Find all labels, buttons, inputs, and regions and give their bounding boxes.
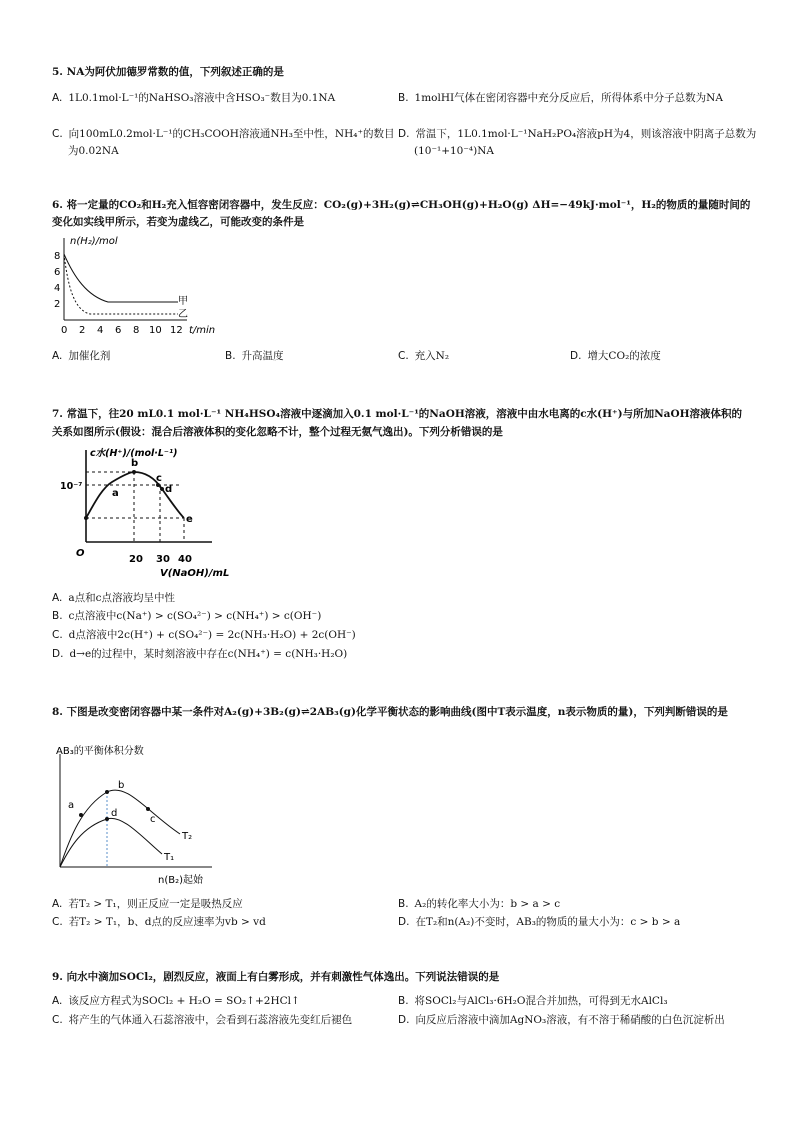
q7-label-c: c [156,473,162,484]
q5-option-c-text: 向100mL0.2mol·L⁻¹的CH₃COOH溶液通NH₃至中性，NH₄⁺的数目为0.02NA [68,128,395,157]
q5-option-a-text: 1L0.1mol·L⁻¹的NaHSO₃溶液中含HSO₃⁻数目为0.1NA [68,92,336,104]
q8-label-t2: T₂ [182,831,193,842]
q6-option-d-label: D. [570,350,582,362]
q6-ytick-2: 2 [54,299,61,310]
q5-option-d[interactable] [398,126,764,160]
q5-option-c[interactable] [52,126,398,160]
q8-option-d-label: D. [398,916,410,928]
q6-option-c-text: 充入N₂ [414,350,450,362]
q9-option-a-text: 该反应方程式为SOCl₂ + H₂O = SO₂↑+2HCl↑ [68,995,300,1007]
q9-stem: 9. 向水中滴加SOCl₂，剧烈反应，液面上有白雾形成，并有刺激性气体逸出。下列说法错误的是 [52,971,500,983]
q7-option-b[interactable] [52,608,552,625]
q5-option-b-label: B. [398,92,409,104]
q8-point-a [79,813,83,817]
q8-option-d-text: 在T₂和n(A₂)不变时，AB₃的物质的量大小为：c > b > a [415,916,681,928]
q6-xtick-12: 12 [170,325,183,336]
q7-option-d-label: D. [52,648,64,660]
q7-point-start [84,516,88,520]
q7-option-d-text: d→e的过程中，某时刻溶液中存在c(NH₄⁺) = c(NH₃·H₂O) [69,648,348,660]
q8-point-d [105,817,109,821]
q7-ytick: 10⁻⁷ [60,481,83,492]
q6-option-c-label: C. [398,350,409,362]
q7-xtick-20: 20 [129,554,143,565]
q6-ylabel: n(H₂)/mol [70,236,118,247]
q6-xtick-4: 4 [97,325,104,336]
q7-option-b-label: B. [52,610,63,622]
q6-ytick-4: 4 [54,283,61,294]
q7-option-c[interactable] [52,627,552,644]
q9-option-b-label: B. [398,995,409,1007]
q9-option-d[interactable] [398,1012,764,1029]
q9-option-a[interactable] [52,993,382,1010]
q8-option-a-label: A. [52,898,63,910]
q8-option-b[interactable] [398,896,748,913]
q7-option-c-text: d点溶液中2c(H⁺) + c(SO₄²⁻) = 2c(NH₃·H₂O) + 2c(OH⁻) [68,629,356,641]
q8-point-c [146,807,150,811]
q8-point-b [105,790,109,794]
q6-axes [64,238,187,320]
q8-ylabel: AB₃的平衡体积分数 [56,746,144,757]
q8-option-d[interactable] [398,914,748,931]
q5-option-b[interactable] [398,90,764,107]
q8-label-d: d [111,808,118,819]
q7-point-d [160,487,164,491]
q6-series-jia-label: 甲 [178,296,188,307]
q7-label-e: e [186,514,193,525]
q8-label-c: c [150,814,156,825]
q6-option-b-text: 升高温度 [241,350,284,362]
q6-series-jia-line [64,254,178,302]
q8-option-b-text: A₂的转化率大小为：b > a > c [414,898,561,910]
q8-label-t1: T₁ [164,852,175,863]
q5-option-d-text: 常温下，1L0.1mol·L⁻¹NaH₂PO₄溶液pH为4，则该溶液中阴离子总数为(10⁻¹+10⁻⁴)NA [414,128,757,157]
q8-curve-t1 [60,818,162,867]
q6-series-yi-line [64,254,178,314]
q8-chart [52,742,232,892]
q5-option-a[interactable] [52,90,382,107]
q7-stem: 7. 常温下，往20 mL0.1 mol·L⁻¹ NH₄HSO₄溶液中逐滴加入0.1 mol·L⁻¹的NaOH溶液，溶液中由水电离的c水(H⁺)与所加NaOH溶液体积的关系如图所示(假设：混合后溶液体积的变化忽略不计，整个过程无氨气逸出)。下列分析错误的是 [52,408,743,438]
q6-xtick-2: 2 [79,325,86,336]
q7-origin: O [76,548,85,559]
q6-xtick-8: 8 [133,325,140,336]
q6-series-yi-label: 乙 [178,309,188,320]
q6-option-a-text: 加催化剂 [68,350,111,362]
q8-option-a[interactable] [52,896,382,913]
q7-option-c-label: C. [52,629,63,641]
q8-label-b: b [118,780,125,791]
q6-xlabel: t/min [189,325,216,336]
q5-stem: 5. NA为阿伏加德罗常数的值，下列叙述正确的是 [52,66,284,78]
q6-xtick-10: 10 [149,325,162,336]
q9-option-d-text: 向反应后溶液中滴加AgNO₃溶液，有不溶于稀硝酸的白色沉淀析出 [415,1014,725,1026]
q6-ytick-8: 8 [54,251,61,262]
q6-ytick-6: 6 [54,267,61,278]
q8-label-a: a [68,800,75,811]
q6-option-d-text: 增大CO₂的浓度 [587,350,661,362]
q7-ylabel: c水(H⁺)/(mol·L⁻¹) [90,448,178,459]
q7-option-b-text: c点溶液中c(Na⁺) > c(SO₄²⁻) > c(NH₄⁺) > c(OH⁻) [68,610,322,622]
q7-option-a[interactable] [52,590,552,607]
q8-option-c-label: C. [52,916,63,928]
q7-option-d[interactable] [52,646,552,663]
q5-option-d-label: D. [398,128,410,140]
q6-option-a-label: A. [52,350,63,362]
q6-chart [52,232,232,337]
q9-option-c-label: C. [52,1014,63,1026]
q8-stem: 8. 下图是改变密闭容器中某一条件对A₂(g)+3B₂(g)⇌2AB₃(g)化学平衡状态的影响曲线(图中T表示温度，n表示物质的量)，下列判断错误的是 [52,706,728,718]
q7-xlabel: V(NaOH)/mL [160,568,230,579]
q6-xtick-0: 0 [61,325,68,336]
q5-option-a-label: A. [52,92,63,104]
q7-option-a-text: a点和c点溶液均呈中性 [68,592,175,604]
q6-option-c[interactable] [398,348,449,365]
q8-xlabel: n(B₂)起始 [158,875,204,886]
q8-option-c[interactable] [52,914,382,931]
q9-option-a-label: A. [52,995,63,1007]
q6-option-b-label: B. [225,350,236,362]
q9-option-c-text: 将产生的气体通入石蕊溶液中，会看到石蕊溶液先变红后褪色 [68,1014,353,1026]
q7-xtick-30: 30 [156,554,170,565]
q6-option-a[interactable] [52,348,110,365]
q7-curve [86,472,184,518]
q5-option-c-label: C. [52,128,63,140]
q7-xtick-40: 40 [178,554,192,565]
q7-label-b: b [131,458,139,469]
q9-option-b[interactable] [398,993,748,1010]
q8-option-a-text: 若T₂ > T₁，则正反应一定是吸热反应 [68,898,243,910]
q9-option-c[interactable] [52,1012,398,1029]
q8-option-c-text: 若T₂ > T₁，b、d点的反应速率为vb > vd [68,916,266,928]
q6-xtick-6: 6 [115,325,122,336]
q7-option-a-label: A. [52,592,63,604]
q7-label-a: a [112,488,119,499]
q7-point-b [132,470,136,474]
q9-option-d-label: D. [398,1014,410,1026]
q8-option-b-label: B. [398,898,409,910]
q8-curve-t2 [60,790,180,867]
q7-chart [52,444,272,579]
q9-option-b-text: 将SOCl₂与AlCl₃·6H₂O混合并加热，可得到无水AlCl₃ [414,995,668,1007]
q6-option-d[interactable] [570,348,661,365]
q5-option-b-text: 1molHI气体在密闭容器中充分反应后，所得体系中分子总数为NA [414,92,723,104]
q6-option-b[interactable] [225,348,284,365]
q7-label-d: d [165,484,173,495]
q6-stem: 6. 将一定量的CO₂和H₂充入恒容密闭容器中，发生反应：CO₂(g)+3H₂(g)⇌CH₃OH(g)+H₂O(g) ΔH=−49kJ·mol⁻¹，H₂的物质的量随时间的变化如实线甲所示，若变为虚线乙，可能改变的条件是 [52,199,751,228]
